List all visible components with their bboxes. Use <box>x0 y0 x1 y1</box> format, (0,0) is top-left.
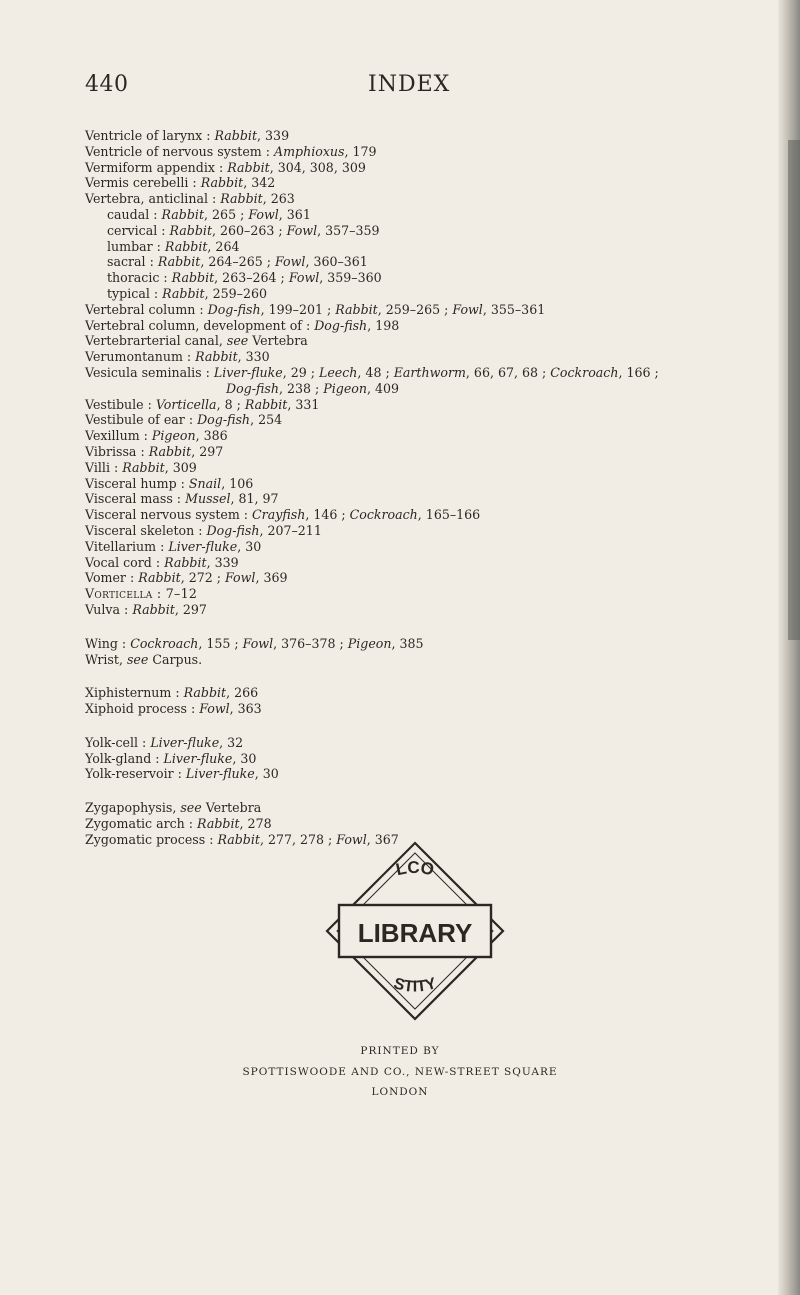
index-text: typical : <box>107 285 163 301</box>
index-entry <box>85 701 785 717</box>
index-organism: Rabbit <box>162 285 205 301</box>
index-text: caudal : <box>107 206 162 222</box>
index-text: , 309 <box>164 459 197 475</box>
index-text: Vibrissa : <box>85 443 149 459</box>
index-text: , 8 ; <box>216 396 245 412</box>
index-text: , 339 <box>257 128 290 143</box>
index-text: , 264–265 ; <box>200 254 275 270</box>
index-text: , 361 <box>278 206 311 222</box>
index-entry <box>85 491 785 507</box>
index-text: Villi : <box>85 459 123 475</box>
index-organism: Fowl <box>248 206 279 222</box>
index-text: , 342 <box>243 175 276 191</box>
index-entry <box>85 555 785 571</box>
index-text: , 330 <box>237 349 270 365</box>
index-entry <box>85 766 785 782</box>
index-organism: Dog-fish <box>314 317 368 333</box>
index-organism: Liver-fluke <box>163 750 233 766</box>
index-organism: Liver-fluke <box>150 734 220 750</box>
index-text: Vertebrarterial canal, <box>85 333 227 349</box>
index-organism: Leech <box>318 364 358 380</box>
index-organism: Rabbit <box>217 831 260 847</box>
index-organism: Rabbit <box>183 685 227 701</box>
index-organism: Rabbit <box>132 601 175 617</box>
index-text: , 264 <box>207 238 240 254</box>
index-text: , 198 <box>367 317 400 333</box>
index-organism: Rabbit <box>148 443 192 459</box>
index-text: , 272 ; <box>180 570 225 586</box>
index-entry <box>85 365 785 381</box>
index-entry <box>85 318 785 334</box>
index-organism: Cockroach <box>130 635 199 651</box>
index-text: Vestibule : <box>85 396 156 412</box>
index-organism: Cockroach <box>349 507 418 523</box>
index-entry <box>85 751 785 767</box>
index-entry <box>85 397 785 413</box>
seal-center-text: LIBRARY <box>357 918 473 948</box>
index-organism: Pigeon <box>323 380 367 396</box>
index-organism: Rabbit <box>122 459 165 475</box>
index-text: , 146 ; <box>305 507 350 523</box>
index-text: Zygomatic process : <box>85 831 218 847</box>
index-text: Vorticella : 7–12 <box>85 586 198 602</box>
index-letter-gap <box>85 618 785 636</box>
index-organism: Pigeon <box>151 428 196 444</box>
index-text: cervical : <box>107 222 170 238</box>
index-entry <box>85 507 785 523</box>
index-text: , 32 <box>219 734 244 750</box>
index-organism: Rabbit <box>200 175 244 191</box>
index-subentry <box>85 254 785 270</box>
index-text: , 304, 308, 309 <box>269 159 366 175</box>
index-text: Verumontanum : <box>85 349 196 365</box>
index-organism: Dog-fish <box>207 301 261 317</box>
index-entry <box>85 428 785 444</box>
index-organism: Rabbit <box>157 254 201 270</box>
page-header <box>0 70 800 110</box>
index-entry <box>85 160 785 176</box>
index-text: , 376–378 ; <box>273 635 348 651</box>
index-text: , 260–263 ; <box>212 222 287 238</box>
index-text: , 30 <box>254 766 279 782</box>
page-number: 440 <box>85 72 129 97</box>
index-text: , 369 <box>255 570 288 586</box>
seal-bottom-text: STITY <box>391 975 439 996</box>
index-text: Visceral skeleton : <box>85 522 207 538</box>
printer-line-1: PRINTED BY <box>360 1045 440 1057</box>
printer-line-2: SPOTTISWOODE AND CO., NEW-STREET SQUARE <box>242 1066 558 1078</box>
index-text: , 165–166 <box>417 507 481 523</box>
index-text: thoracic : <box>107 270 172 286</box>
index-entry <box>85 800 785 816</box>
index-text: , 259–260 <box>204 285 267 301</box>
index-organism: Amphioxus <box>274 143 345 159</box>
index-text: , 409 <box>367 380 400 396</box>
index-entry <box>85 735 785 751</box>
printer-line-3: LONDON <box>371 1086 429 1098</box>
index-organism: Fowl <box>274 254 306 270</box>
index-text: Vertebra <box>248 333 308 349</box>
index-text: Vermiform appendix : <box>85 159 228 175</box>
index-text: Vertebral column : <box>85 301 208 317</box>
index-entry-continuation <box>85 381 785 397</box>
index-entry <box>85 539 785 555</box>
index-letter-gap <box>85 717 785 735</box>
index-text: Ventricle of nervous system : <box>85 143 274 159</box>
index-entry <box>85 636 785 652</box>
index-organism: Rabbit <box>220 191 263 207</box>
index-text: Wing : <box>85 635 131 651</box>
index-text: Vestibule of ear : <box>85 412 198 428</box>
index-organism: Dog-fish <box>226 380 279 396</box>
index-text: , 277, 278 ; <box>259 831 337 847</box>
index-organism: Dog-fish <box>197 412 251 428</box>
index-text: , 263 <box>262 191 295 207</box>
index-organism: Fowl <box>336 831 367 847</box>
index-entry <box>85 685 785 701</box>
index-organism: Pigeon <box>347 635 392 651</box>
index-text: sacral : <box>107 254 158 270</box>
index-entry <box>85 444 785 460</box>
index-entry <box>85 460 785 476</box>
index-entry <box>85 652 785 668</box>
index-subentry <box>85 286 785 302</box>
index-text: , 263–264 ; <box>214 270 289 286</box>
index-organism: Liver-fluke <box>168 538 238 554</box>
index-organism: Mussel <box>185 491 231 507</box>
index-text: Vertebra, anticlinal : <box>85 191 221 207</box>
index-organism: Rabbit <box>244 396 288 412</box>
index-organism: Fowl <box>286 222 318 238</box>
index-text: Visceral hump : <box>85 475 189 491</box>
index-text: , 367 <box>366 831 399 847</box>
index-organism: Rabbit <box>164 554 207 570</box>
index-organism: Fowl <box>242 635 274 651</box>
index-text: , 265 ; <box>204 206 249 222</box>
index-organism: Cockroach <box>550 364 619 380</box>
index-entry <box>85 816 785 832</box>
index-text: , 238 ; <box>278 380 324 396</box>
index-text: , 360–361 <box>305 254 368 270</box>
index-entry <box>85 586 785 602</box>
index-letter-gap <box>85 782 785 800</box>
index-organism: Crayfish <box>252 507 306 523</box>
index-text: , 179 <box>344 143 377 159</box>
index-text: Zygomatic arch : <box>85 816 198 832</box>
index-organism: Liver-fluke <box>185 766 255 782</box>
index-text: , 207–211 <box>259 522 322 538</box>
index-text: , 259–265 ; <box>377 301 453 317</box>
index-text: , 30 <box>237 538 262 554</box>
index-organism: Rabbit <box>171 270 215 286</box>
index-organism: Fowl <box>452 301 483 317</box>
index-text: Vocal cord : <box>85 554 165 570</box>
index-organism: see <box>180 800 202 816</box>
index-text: Carpus. <box>148 651 203 667</box>
index-entry <box>85 570 785 586</box>
index-text: , 29 ; <box>282 364 319 380</box>
index-entry <box>85 602 785 618</box>
index-organism: Rabbit <box>138 570 181 586</box>
index-text: Yolk-gland : <box>85 750 164 766</box>
index-entry <box>85 128 785 144</box>
index-entry <box>85 144 785 160</box>
index-entry <box>85 523 785 539</box>
index-organism: Dog-fish <box>206 522 260 538</box>
index-letter-gap <box>85 667 785 685</box>
index-organism: Fowl <box>199 701 230 717</box>
index-organism: Rabbit <box>195 349 238 365</box>
index-text: , 386 <box>195 428 228 444</box>
index-text: Visceral nervous system : <box>85 507 253 523</box>
index-text: , 266 <box>226 685 259 701</box>
index-organism: Snail <box>188 475 222 491</box>
index-text: Ventricle of larynx : <box>85 128 215 143</box>
index-text: , 363 <box>229 701 262 717</box>
index-text: , 48 ; <box>357 364 394 380</box>
index-text: Vulva : <box>85 601 133 617</box>
index-entry <box>85 476 785 492</box>
index-entry <box>85 349 785 365</box>
index-organism: Rabbit <box>164 238 208 254</box>
index-entry <box>85 175 785 191</box>
index-organism: Vorticella <box>155 396 217 412</box>
index-entry <box>85 333 785 349</box>
index-text: Vertebra <box>201 800 262 816</box>
index-text: Vexillum : <box>85 428 152 444</box>
index-text: , 166 ; <box>618 364 659 380</box>
index-text: Xiphisternum : <box>85 685 184 701</box>
index-entry <box>85 191 785 207</box>
index-organism: Rabbit <box>161 206 205 222</box>
index-organism: Rabbit <box>214 128 258 143</box>
index-organism: see <box>226 333 249 349</box>
index-subentry <box>85 207 785 223</box>
index-text: lumbar : <box>107 238 165 254</box>
index-text: , 355–361 <box>482 301 546 317</box>
index-text: Vesicula seminalis : <box>85 364 214 380</box>
index-text: , 199–201 ; <box>260 301 336 317</box>
index-text: , 331 <box>287 396 320 412</box>
index-text: Vitellarium : <box>85 538 169 554</box>
index-text: , 66, 67, 68 ; <box>465 364 551 380</box>
index-text: Xiphoid process : <box>85 701 200 717</box>
page-edge-dark <box>788 140 800 640</box>
index-text: , 297 <box>191 443 224 459</box>
index-text: Vertebral column, development of : <box>85 317 315 333</box>
index-organism: Fowl <box>224 570 256 586</box>
index-text: Visceral mass : <box>85 491 186 507</box>
index-organism: Earthworm <box>393 364 466 380</box>
seal-top-text: LCO <box>394 857 436 880</box>
index-text: , 278 <box>239 816 272 832</box>
index-text: , 30 <box>232 750 257 766</box>
index-text: Vermis cerebelli : <box>85 175 201 191</box>
index-organism: Rabbit <box>169 222 213 238</box>
index-organism: Rabbit <box>227 159 270 175</box>
index-subentry <box>85 270 785 286</box>
index-organism: Rabbit <box>335 301 378 317</box>
index-text: Yolk-cell : <box>85 734 151 750</box>
index-entry <box>85 412 785 428</box>
index-text: , 339 <box>206 554 239 570</box>
index-text: , 357–359 <box>317 222 380 238</box>
index-text: , 106 <box>221 475 254 491</box>
index-entry <box>85 302 785 318</box>
index-text: Wrist, <box>85 651 127 667</box>
index-text: Vomer : <box>85 570 139 586</box>
index-entries <box>85 128 785 848</box>
library-seal <box>315 835 515 1035</box>
index-text: , 81, 97 <box>230 491 279 507</box>
index-organism: see <box>126 651 149 667</box>
index-organism: Fowl <box>288 270 320 286</box>
index-subentry <box>85 239 785 255</box>
running-title: INDEX <box>368 72 451 97</box>
index-text: , 359–360 <box>319 270 382 286</box>
index-subentry <box>85 223 785 239</box>
index-text: , 385 <box>391 635 424 651</box>
index-text: , 155 ; <box>198 635 243 651</box>
index-organism: Rabbit <box>197 816 240 832</box>
index-text: Zygapophysis, <box>85 800 181 816</box>
index-organism: Liver-fluke <box>213 364 283 380</box>
index-text: , 297 <box>174 601 207 617</box>
index-text: Yolk-reservoir : <box>85 766 186 782</box>
index-text: , 254 <box>250 412 283 428</box>
